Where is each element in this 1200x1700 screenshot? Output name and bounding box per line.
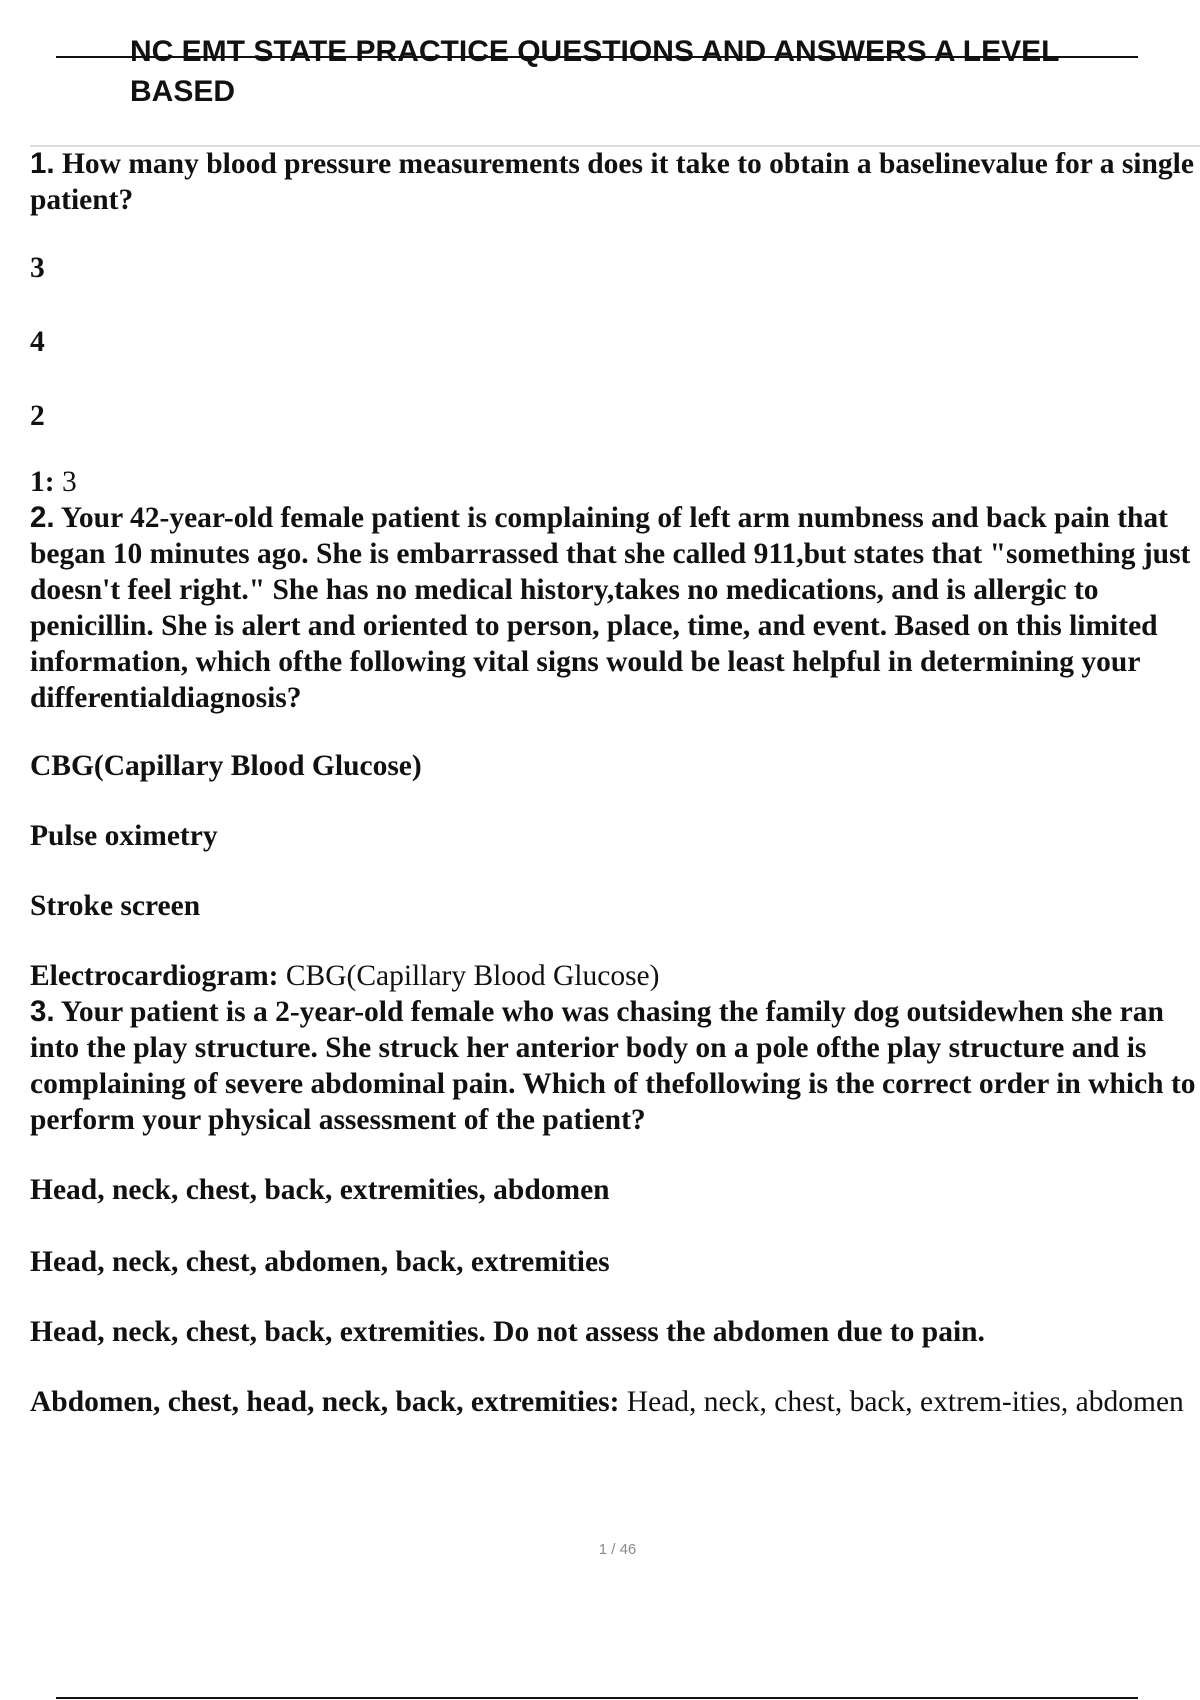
question-3-answer-key: Abdomen, chest, head, neck, back, extremities: [30,1386,620,1418]
question-2 [30,500,1198,994]
page-number: 1 / 46 [598,1541,637,1558]
question-3-option-2: Head, neck, chest, abdomen, back, extremities [30,1246,610,1278]
question-2-option-1: CBG(Capillary Blood Glucose) [30,750,422,782]
question-1-prompt: How many blood pressure measurements does it take to obtain a baselinevalue for a single patient? [30,148,1194,216]
question-1-answer [30,464,1198,500]
question-1-option-3: 2 [30,400,45,432]
question-3-text [30,994,1198,1138]
question-3-number: 3. [30,995,55,1028]
question-1-option-2: 4 [30,326,45,358]
question-1-number: 1. [30,147,55,180]
question-2-answer [30,958,1198,994]
document-title-line-1: NC EMT STATE PRACTICE QUESTIONS AND ANSWERS A LEVEL [130,35,1060,68]
document-title [130,32,1130,112]
question-3-option-3: Head, neck, chest, back, extremities. Do not assess the abdomen due to pain. [30,1316,985,1348]
question-2-option-2: Pulse oximetry [30,820,218,852]
question-1-text [30,146,1198,218]
question-1-option-1: 3 [30,252,45,284]
questions-content [30,146,1198,1420]
question-1-answer-value: 3 [61,466,77,498]
question-3-answer [30,1384,1198,1420]
question-3-answer-value: Head, neck, chest, back, extrem-ities, abdomen [626,1386,1184,1418]
question-2-option-3: Stroke screen [30,890,201,922]
question-3-option-1: Head, neck, chest, back, extremities, abdomen [30,1174,610,1206]
document-title-line-2: BASED [130,75,236,108]
question-3 [30,994,1198,1420]
question-1-answer-key: 1: [30,466,55,498]
question-3-prompt: Your patient is a 2-year-old female who was chasing the family dog outsidewhen she ran into the play structure. She struck her anterior body on a pole ofthe play structure and is complaining of severe abdominal pain. Which of thefollowing is the correct order in which to perform your physical assessment of the patient? [30,996,1196,1136]
footer-rule [56,1697,1138,1699]
question-2-prompt: Your 42-year-old female patient is complaining of left arm numbness and back pain that began 10 minutes ago. She is embarrassed that she called 911,but states that "something just doesn't feel right." She has no medical history,takes no medications, and is allergic to penicillin. She is alert and oriented to person, place, time, and event. Based on this limited information, which ofthe following vital signs would be least helpful in determining your differentialdiagnosis? [30,502,1191,714]
question-2-number: 2. [30,501,55,534]
question-2-text [30,500,1198,716]
question-1 [30,146,1198,500]
question-2-answer-value: CBG(Capillary Blood Glucose) [285,960,660,992]
question-2-answer-key: Electrocardiogram: [30,960,279,992]
